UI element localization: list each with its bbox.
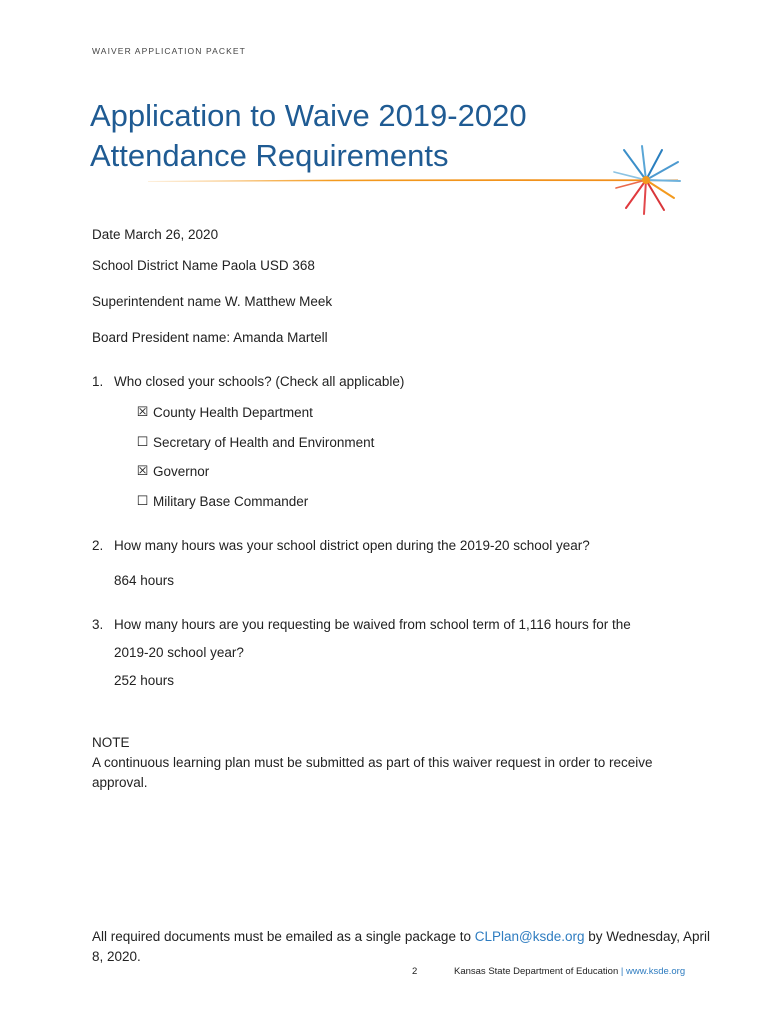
- question-2-answer: 864 hours: [114, 573, 175, 588]
- option-county-health-department[interactable]: [136, 404, 313, 420]
- question-1-text: Who closed your schools? (Check all applicable): [114, 374, 405, 389]
- question-3-text-continued: 2019-20 school year?: [114, 645, 244, 660]
- email-link[interactable]: CLPlan@ksde.org: [474, 929, 585, 944]
- question-3-text: How many hours are you requesting be waived from school term of 1,116 hours for the: [114, 617, 631, 632]
- note-heading: NOTE: [92, 735, 130, 750]
- checkbox-checked-icon[interactable]: ☒: [136, 463, 149, 478]
- question-2-number: 2.: [92, 538, 104, 553]
- title-line-1: Application to Waive 2019-2020: [90, 98, 527, 133]
- question-3-answer: 252 hours: [114, 673, 175, 688]
- title-underline-swoosh: [148, 176, 678, 184]
- page-number: 2: [412, 966, 418, 977]
- submission-instructions: [92, 927, 712, 967]
- school-district-field: School District Name Paola USD 368: [92, 258, 315, 273]
- option-label: Secretary of Health and Environment: [153, 434, 375, 450]
- ksde-star-burst-icon: [612, 144, 682, 216]
- page-title: [90, 96, 527, 176]
- option-label: Governor: [153, 463, 210, 479]
- question-1-number: 1.: [92, 374, 104, 389]
- page-footer: [454, 966, 685, 977]
- packet-header-label: WAIVER APPLICATION PACKET: [92, 46, 246, 56]
- option-secretary-health-environment[interactable]: [136, 434, 374, 450]
- instructions-text-before: All required documents must be emailed as a single package to: [92, 929, 475, 944]
- instructions-text-after: by Wednesday, April 8, 2020.: [92, 929, 711, 964]
- question-3-number: 3.: [92, 617, 104, 632]
- checkbox-checked-icon[interactable]: ☒: [136, 404, 149, 419]
- option-label: Military Base Commander: [153, 493, 309, 509]
- board-president-field: Board President name: Amanda Martell: [92, 330, 328, 345]
- checkbox-unchecked-icon[interactable]: ☐: [136, 434, 149, 449]
- question-2-text: How many hours was your school district open during the 2019-20 school year?: [114, 538, 590, 553]
- option-governor[interactable]: [136, 463, 209, 479]
- option-label: County Health Department: [153, 404, 313, 420]
- website-link[interactable]: www.ksde.org: [626, 966, 686, 977]
- note-block: [92, 733, 692, 793]
- note-text: A continuous learning plan must be submitted as part of this waiver request in order to receive approval.: [92, 755, 653, 790]
- superintendent-field: Superintendent name W. Matthew Meek: [92, 294, 333, 309]
- date-field: Date March 26, 2020: [92, 227, 219, 242]
- option-military-base-commander[interactable]: [136, 493, 308, 509]
- checkbox-unchecked-icon[interactable]: ☐: [136, 493, 149, 508]
- title-line-2: Attendance Requirements: [90, 138, 449, 173]
- org-name: Kansas State Department of Education: [454, 966, 619, 977]
- footer-separator: |: [618, 966, 626, 977]
